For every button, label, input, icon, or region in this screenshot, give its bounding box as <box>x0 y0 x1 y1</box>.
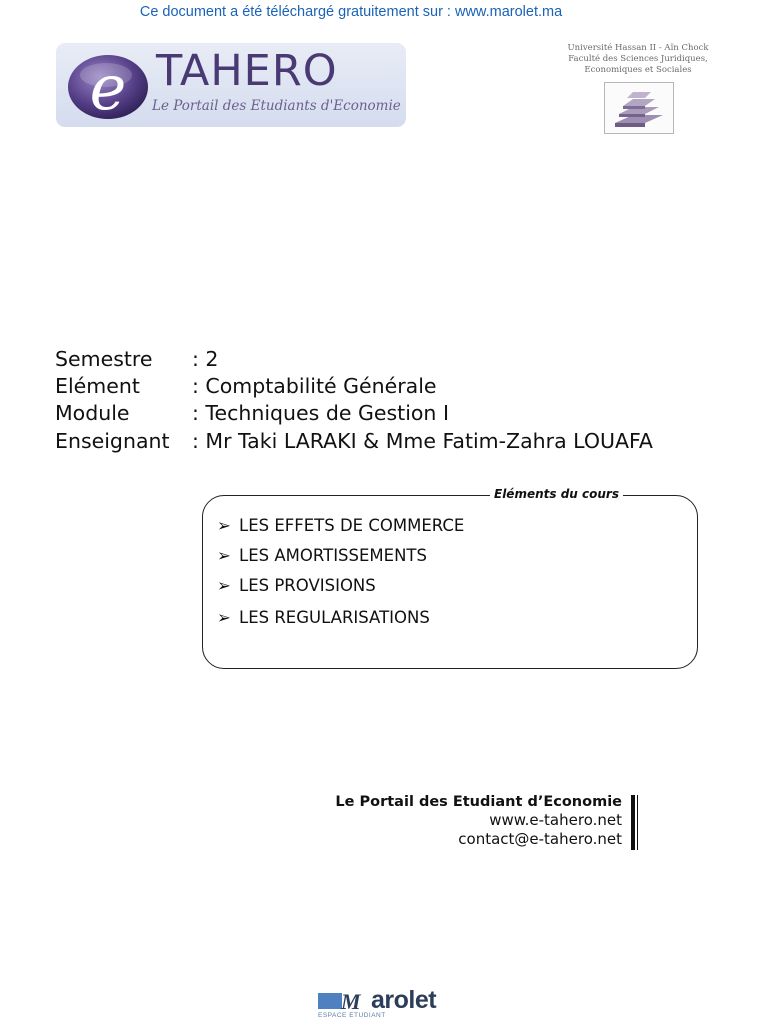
marolet-logo-subtitle: ESPACE ETUDIANT <box>318 1012 386 1019</box>
download-notice: Ce document a été téléchargé gratuitement sur : www.marolet.ma <box>139 4 563 20</box>
course-item-label: LES EFFETS DE COMMERCE <box>239 516 465 535</box>
stacked-blocks-icon <box>605 83 673 133</box>
semestre-value: : 2 <box>192 347 219 371</box>
element-label: Elément <box>55 374 140 398</box>
website-link[interactable]: www.e-tahero.net <box>489 811 622 829</box>
contact-email[interactable]: contact@e-tahero.net <box>458 830 622 848</box>
university-line: Université Hassan II - Aïn Chock <box>567 43 709 53</box>
portal-title: Le Portail des Etudiant d’Economie <box>335 794 622 810</box>
marolet-logo-word: arolet <box>371 986 437 1014</box>
enseignant-label: Enseignant <box>55 429 170 453</box>
arrow-bullet-icon: ➢ <box>217 608 231 627</box>
university-logo <box>604 82 674 134</box>
svg-text:M: M <box>341 993 361 1013</box>
etahero-logo-word: TAHERO <box>156 46 338 96</box>
course-item <box>217 610 430 627</box>
enseignant-value: : Mr Taki LARAKI & Mme Fatim-Zahra LOUAFA <box>192 429 653 453</box>
module-value: : Techniques de Gestion I <box>192 401 449 425</box>
course-item-label: LES AMORTISSEMENTS <box>239 546 427 565</box>
element-value: : Comptabilité Générale <box>192 374 437 398</box>
course-item-label: LES REGULARISATIONS <box>239 608 430 627</box>
module-label: Module <box>55 401 130 425</box>
contact-divider <box>631 795 635 850</box>
course-item <box>217 548 427 565</box>
university-line: Faculté des Sciences Juridiques, <box>568 54 708 64</box>
arrow-bullet-icon: ➢ <box>217 546 231 565</box>
semestre-label: Semestre <box>55 347 153 371</box>
marolet-m-icon <box>318 993 372 1013</box>
arrow-bullet-icon: ➢ <box>217 576 231 595</box>
course-elements-title: Eléments du cours <box>490 486 623 502</box>
etahero-logo-tagline: Le Portail des Etudiants d'Economie <box>152 98 401 114</box>
contact-divider <box>637 795 638 850</box>
arrow-bullet-icon: ➢ <box>217 516 231 535</box>
course-item <box>217 578 376 595</box>
course-item-label: LES PROVISIONS <box>239 576 376 595</box>
university-line: Economiques et Sociales <box>584 65 692 75</box>
course-item <box>217 518 464 535</box>
svg-text:e: e <box>89 51 127 124</box>
